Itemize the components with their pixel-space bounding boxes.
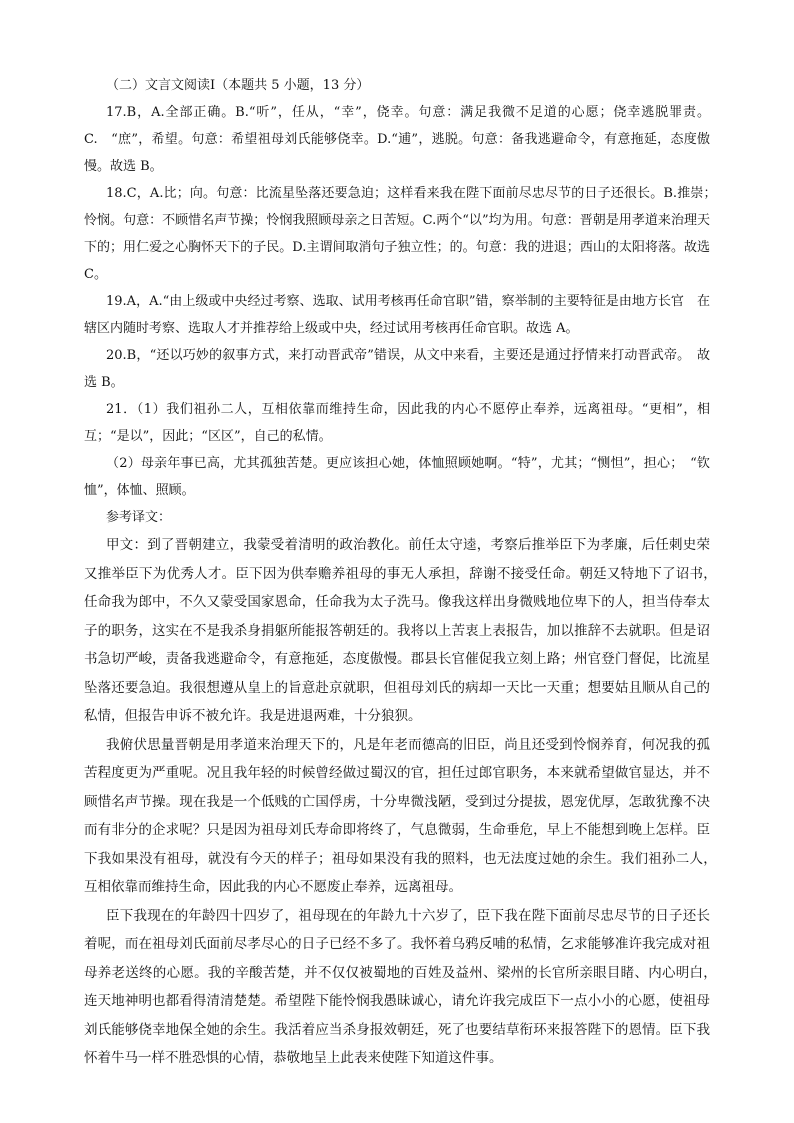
answer-19: 19.A，A.“由上级或中央经过考察、选取、试用考核再任命官职”错，察举制的主要特征是由地方长官 在辖区内随时考察、选取人才并推荐给上级或中央，经过试用考核再任命官职。故选 A。 xyxy=(84,294,710,336)
translation-label: 参考译文： xyxy=(106,510,172,525)
translation-paragraph-3: 臣下我现在的年龄四十四岁了，祖母现在的年龄九十六岁了，臣下我在陛下面前尽忠尽节的日子还长着呢，而在祖母刘氏面前尽孝尽心的日子已经不多了。我怀着乌鸦反哺的私情，乞求能够准许我完成对祖母养老送终的心愿。我的辛酸苦楚，并不仅仅被蜀地的百姓及益州、梁州的长官所亲眼目睹、内心明白， 连天地神明也都看得清清楚楚。希望陛下能怜悯我愚昧诚心，请允许我完成臣下一点小小的心愿，使祖母刘氏能够侥幸地保全她的余生。我活着应当杀身报效朝廷，死了也要结草衔环来报答陛下的恩情。臣下我怀着牛马一样不胜恐惧的心情，恭敬地呈上此表来使陛下知道这件事。 xyxy=(84,907,724,1066)
section-title: （二）文言文阅读Ⅰ（本题共 5 小题，13 分） xyxy=(106,78,370,93)
answer-18: 18.C，A.比；向。句意：比流星坠落还要急迫；这样看来我在陛下面前尽忠尽节的日子还很长。B.推崇； 怜悯。句意：不顾惜名声节操；怜悯我照顾母亲之日苦短。C.两个“以”均为用。句意：晋朝是用孝道来治理天下的；用仁爱之心胸怀天下的子民。D.主谓间取消句子独立性；的。句意：我的进退；西山的太阳将落。故选 C。 xyxy=(84,186,724,282)
answer-21-part1: 21．（1）我们祖孙二人，互相依靠而维持生命，因此我的内心不愿停止奉养，远离祖母。“更相”，相 互；“是以”，因此；“区区”，自己的私情。 xyxy=(84,402,724,444)
translation-paragraph-1: 甲文：到了晋朝建立，我蒙受着清明的政治教化。前任太守逵，考察后推举臣下为孝廉，后任刺史荣又推举臣下为优秀人才。臣下因为供奉赡养祖母的事无人承担，辞谢不接受任命。朝廷又特地下了诏书， 任命我为郎中，不久又蒙受国家恩命，任命我为太子洗马。像我这样出身微贱地位卑下的人，担当侍奉太子的职务，这实在不是我杀身捐躯所能报答朝廷的。我将以上苦衷上表报告，加以推辞不去就职。但是诏书急切严峻，责备我逃避命令，有意拖延，态度傲慢。郡县长官催促我立刻上路；州官登门督促，比流星坠落还要急迫。我很想遵从皇上的旨意赴京就职，但祖母刘氏的病却一天比一天重；想要姑且顺从自己的私情，但报告申诉不被允许。我是进退两难，十分狼狈。 xyxy=(84,537,724,724)
answer-21-part2: （2）母亲年事已高，尤其孤独苦楚。更应该担心她，体恤照顾她啊。“特”，尤其；“恻怛”，担心； “钦恤”，体恤、照顾。 xyxy=(84,456,710,498)
answer-17: 17.B，A.全部正确。B.“听”，任从，“幸”，侥幸。句意：满足我微不足道的心愿；侥幸逃脱罪责。C. “庶”，希望。句意：希望祖母刘氏能够侥幸。D.“逋”，逃脱。句意：备我逃避命令，有意拖延，态度傲慢。故选 B。 xyxy=(84,105,710,174)
answer-20: 20.B，“还以巧妙的叙事方式，来打动晋武帝”错误，从文中来看，主要还是通过抒情来打动晋武帝。 故选 B。 xyxy=(84,348,710,390)
translation-paragraph-2: 我俯伏思量晋朝是用孝道来治理天下的，凡是年老而德高的旧臣，尚且还受到怜悯养育，何况我的孤 苦程度更为严重呢。况且我年轻的时候曾经做过蜀汉的官，担任过郎官职务，本来就希望做官显达，并不 顾惜名声节操。现在我是一个低贱的亡国俘虏，十分卑微浅陋，受到过分提拔，恩宠优厚，怎敢犹豫不决而有非分的企求呢？只是因为祖母刘氏寿命即将终了，气息微弱，生命垂危，早上不能想到晚上怎样。臣下我如果没有祖母，就没有今天的样子；祖母如果没有我的照料，也无法度过她的余生。我们祖孙二人， 互相依靠而维持生命，因此我的内心不愿废止奉养，远离祖母。 xyxy=(84,736,724,895)
